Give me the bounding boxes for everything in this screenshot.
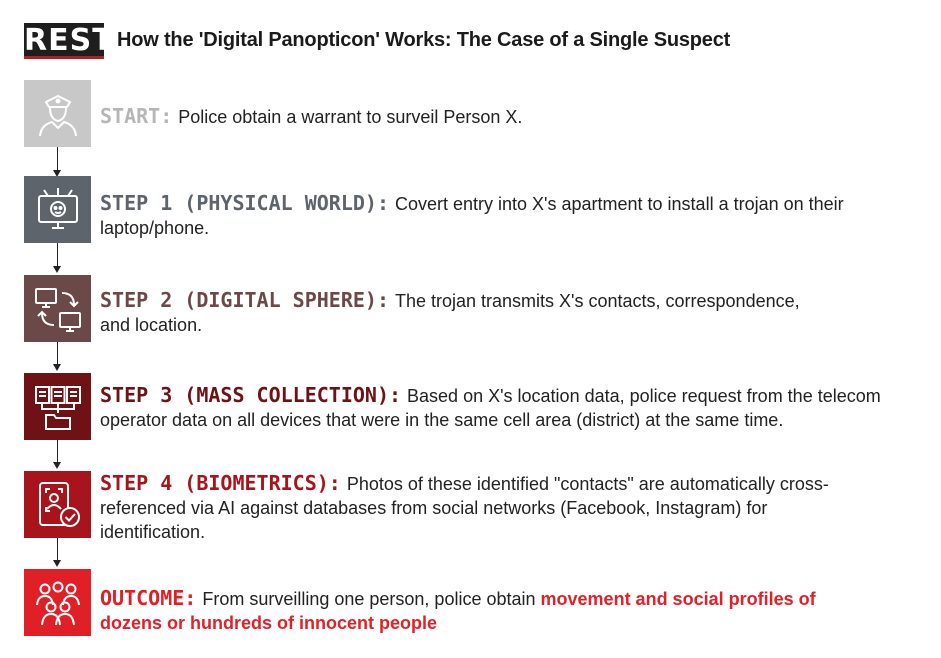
connector-line	[57, 146, 58, 173]
step1-icon-box	[24, 176, 91, 243]
step-heading: OUTCOME:	[100, 586, 197, 610]
step-heading: STEP 3 (MASS COLLECTION):	[100, 383, 402, 407]
outcome-highlight: movement and social profiles of dozens or hundreds of innocent people	[100, 589, 816, 633]
step-heading: START:	[100, 104, 173, 128]
step-heading: STEP 4 (BIOMETRICS):	[100, 471, 341, 495]
step4-icon-box	[24, 471, 91, 538]
data-transfer-icon	[32, 283, 84, 335]
police-officer-icon	[32, 88, 84, 140]
face-recognition-icon	[32, 479, 84, 531]
step-2	[100, 288, 820, 337]
step-heading: STEP 2 (DIGITAL SPHERE):	[100, 288, 389, 312]
connector-line	[57, 243, 58, 268]
step-text: Based on X's location data, police request from the telecom operator data on all devices that were in the same cell area (district) at the same time.	[100, 386, 881, 430]
page-title: How the 'Digital Panopticon' Works: The Case of a Single Suspect	[117, 29, 731, 51]
step-4	[100, 471, 830, 544]
arrowhead	[53, 560, 61, 567]
step-1	[100, 191, 923, 240]
step-text: The trojan transmits X's contacts, correspondence, and location.	[100, 291, 800, 335]
step3-icon-box	[24, 373, 91, 440]
hacker-computer-icon	[32, 184, 84, 236]
database-folder-icon	[32, 381, 84, 433]
arrowhead	[53, 266, 61, 273]
step-3	[100, 383, 923, 432]
arrowhead	[53, 364, 61, 371]
step-text: Photos of these identified "contacts" are automatically cross-referenced via AI against databases from social networks (Facebook, Instagram) for identification.	[100, 474, 829, 542]
crowd-people-icon	[32, 577, 84, 629]
rest-logo: REST	[24, 23, 114, 58]
step-text: From surveilling one person, police obtain	[202, 589, 536, 609]
arrowhead	[53, 462, 61, 469]
step-outcome	[100, 586, 835, 635]
step-text: Police obtain a warrant to surveil Person X.	[178, 107, 523, 127]
step-heading: STEP 1 (PHYSICAL WORLD):	[100, 191, 389, 215]
step-start	[100, 104, 923, 129]
step-text: Covert entry into X's apartment to install a trojan on their laptop/phone.	[100, 194, 844, 238]
step2-icon-box	[24, 275, 91, 342]
outcome-icon-box	[24, 569, 91, 636]
start-icon-box	[24, 80, 91, 147]
